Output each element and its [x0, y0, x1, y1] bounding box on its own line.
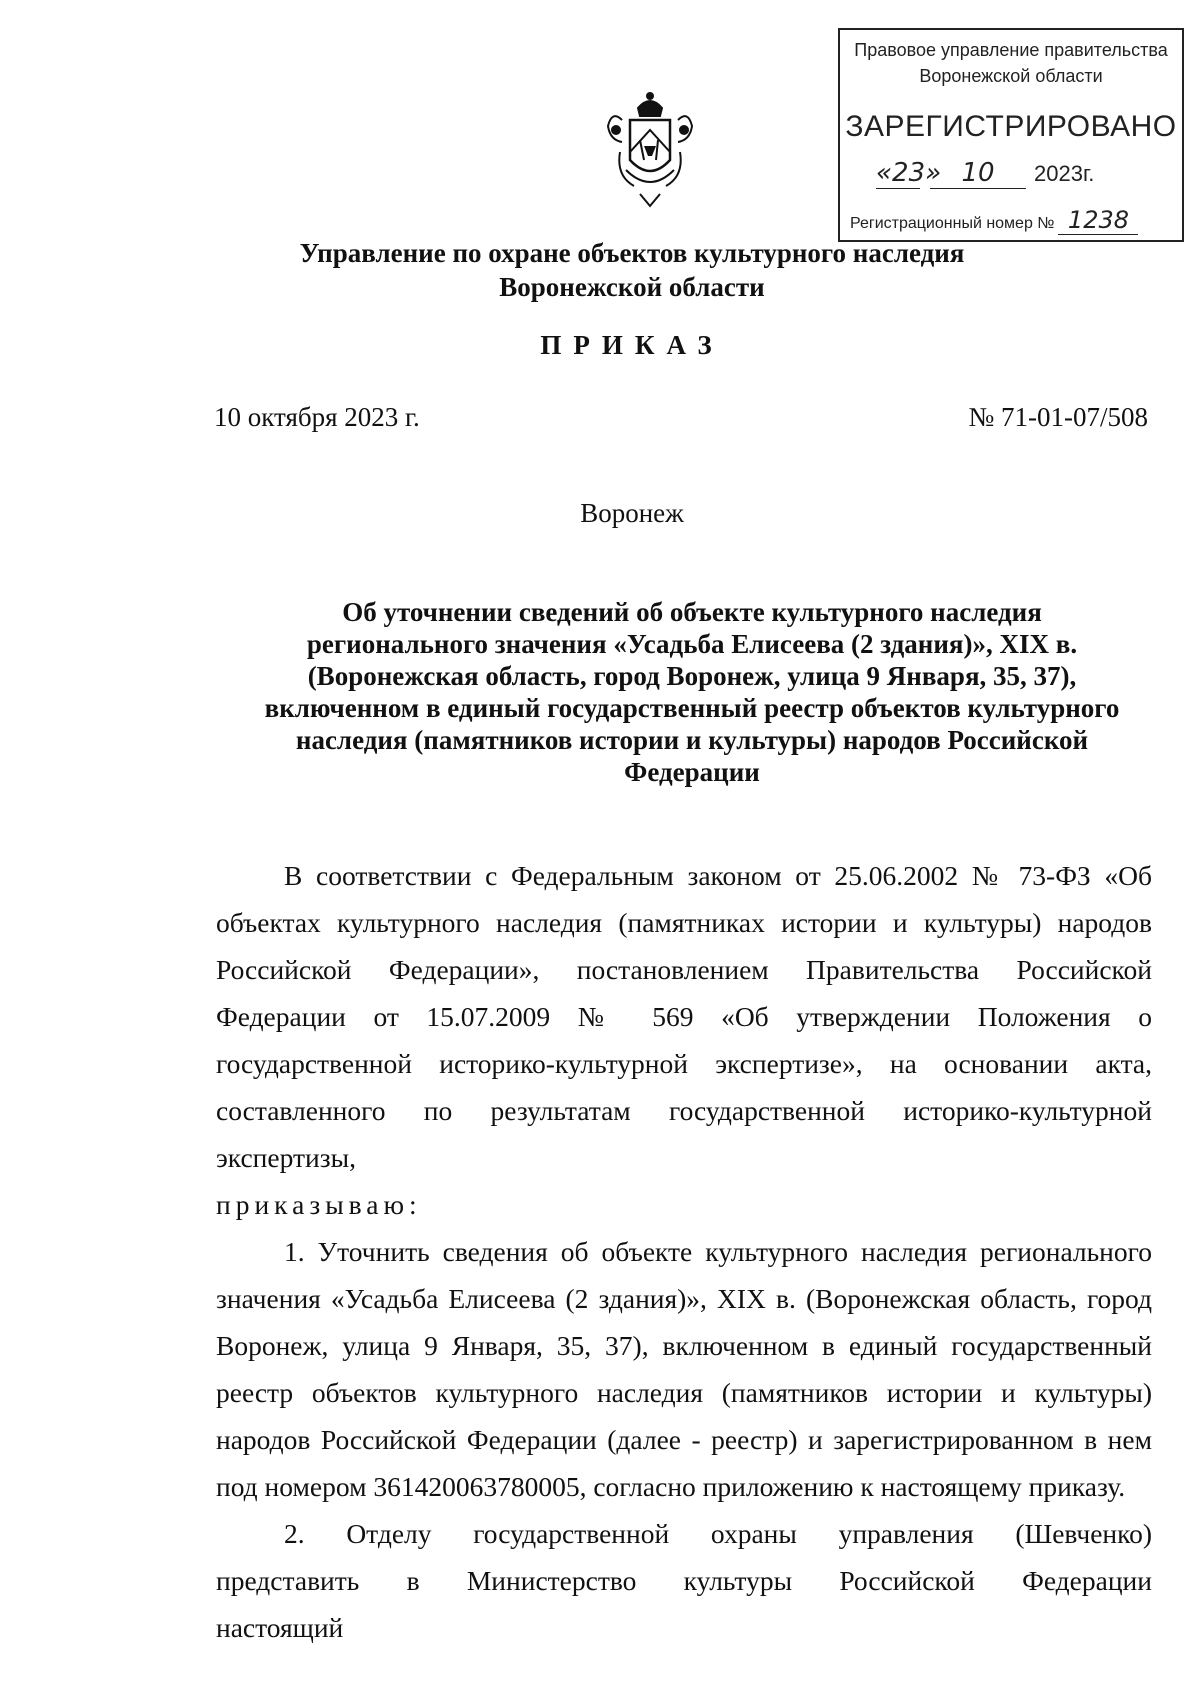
stamp-reg-number: 1238 [1058, 206, 1138, 235]
org-name-line1: Управление по охране объектов культурного наследия [299, 238, 965, 268]
order-word: приказываю: [216, 1189, 422, 1220]
document-subject [232, 596, 1152, 788]
voronezh-coat-of-arms-icon [600, 90, 700, 210]
stamp-reg-label: Регистрационный номер № [850, 215, 1055, 232]
stamp-year: 2023г. [1034, 161, 1095, 186]
stamp-reg-number-row [850, 206, 1138, 235]
org-name-line2: Воронежской области [499, 272, 765, 302]
stamp-registered: ЗАРЕГИСТРИРОВАНО [845, 110, 1177, 143]
order-item-1: 1. Уточнить сведения об объекте культурного наследия регионального значения «Усадьба Елисеева (2 здания)», XIX в. (Воронежская область, город Воронеж, улица 9 Января, 35, 37), включенном в единый государственный реестр объектов культурного наследия (памятников истории и культуры) народов Российской Федерации (далее - реестр) и зарегистрированном в нем под номером 361420063780005, согласно приложению к настоящему приказу. [216, 1236, 1152, 1502]
document-type: ПРИКАЗ [540, 330, 724, 360]
subject-line: наследия (памятников истории и культуры) народов Российской [295, 725, 1089, 755]
stamp-department: Правовое управление правительства [854, 40, 1168, 60]
document-city: Воронеж [580, 498, 684, 528]
order-item-2: 2. Отделу государственной охраны управления (Шевченко) представить в Министерство культуры Российской Федерации настоящий [216, 1518, 1152, 1643]
document-number: № 71-01-07/508 [968, 402, 1148, 432]
subject-line: регионального значения «Усадьба Елисеева (2 здания)», XIX в. [306, 629, 1078, 659]
stamp-day: «23» [876, 158, 942, 188]
document-date: 10 октября 2023 г. [214, 402, 420, 432]
registration-stamp [838, 28, 1184, 242]
subject-line: Федерации [624, 757, 760, 787]
subject-line: Об уточнении сведений об объекте культурного наследия [342, 597, 1042, 627]
stamp-month: 10 [930, 158, 1026, 189]
stamp-date [876, 158, 1094, 189]
document-body [216, 852, 1152, 1651]
preamble-paragraph: В соответствии с Федеральным законом от 25.06.2002 № 73-ФЗ «Об объектах культурного наследия (памятниках истории и культуры) народов Российской Федерации», постановлением Правительства Российской Федерации от 15.07.2009 № 569 «Об утверждении Положения о государственной историко-культурной экспертизе», на основании акта, составленного по результатам государственной историко-культурной экспертизы, [216, 860, 1152, 1173]
stamp-region: Воронежской области [919, 66, 1103, 86]
subject-line: (Воронежская область, город Воронеж, улица 9 Января, 35, 37), [307, 661, 1077, 691]
subject-line: включенном в единый государственный реестр объектов культурного [264, 693, 1120, 723]
